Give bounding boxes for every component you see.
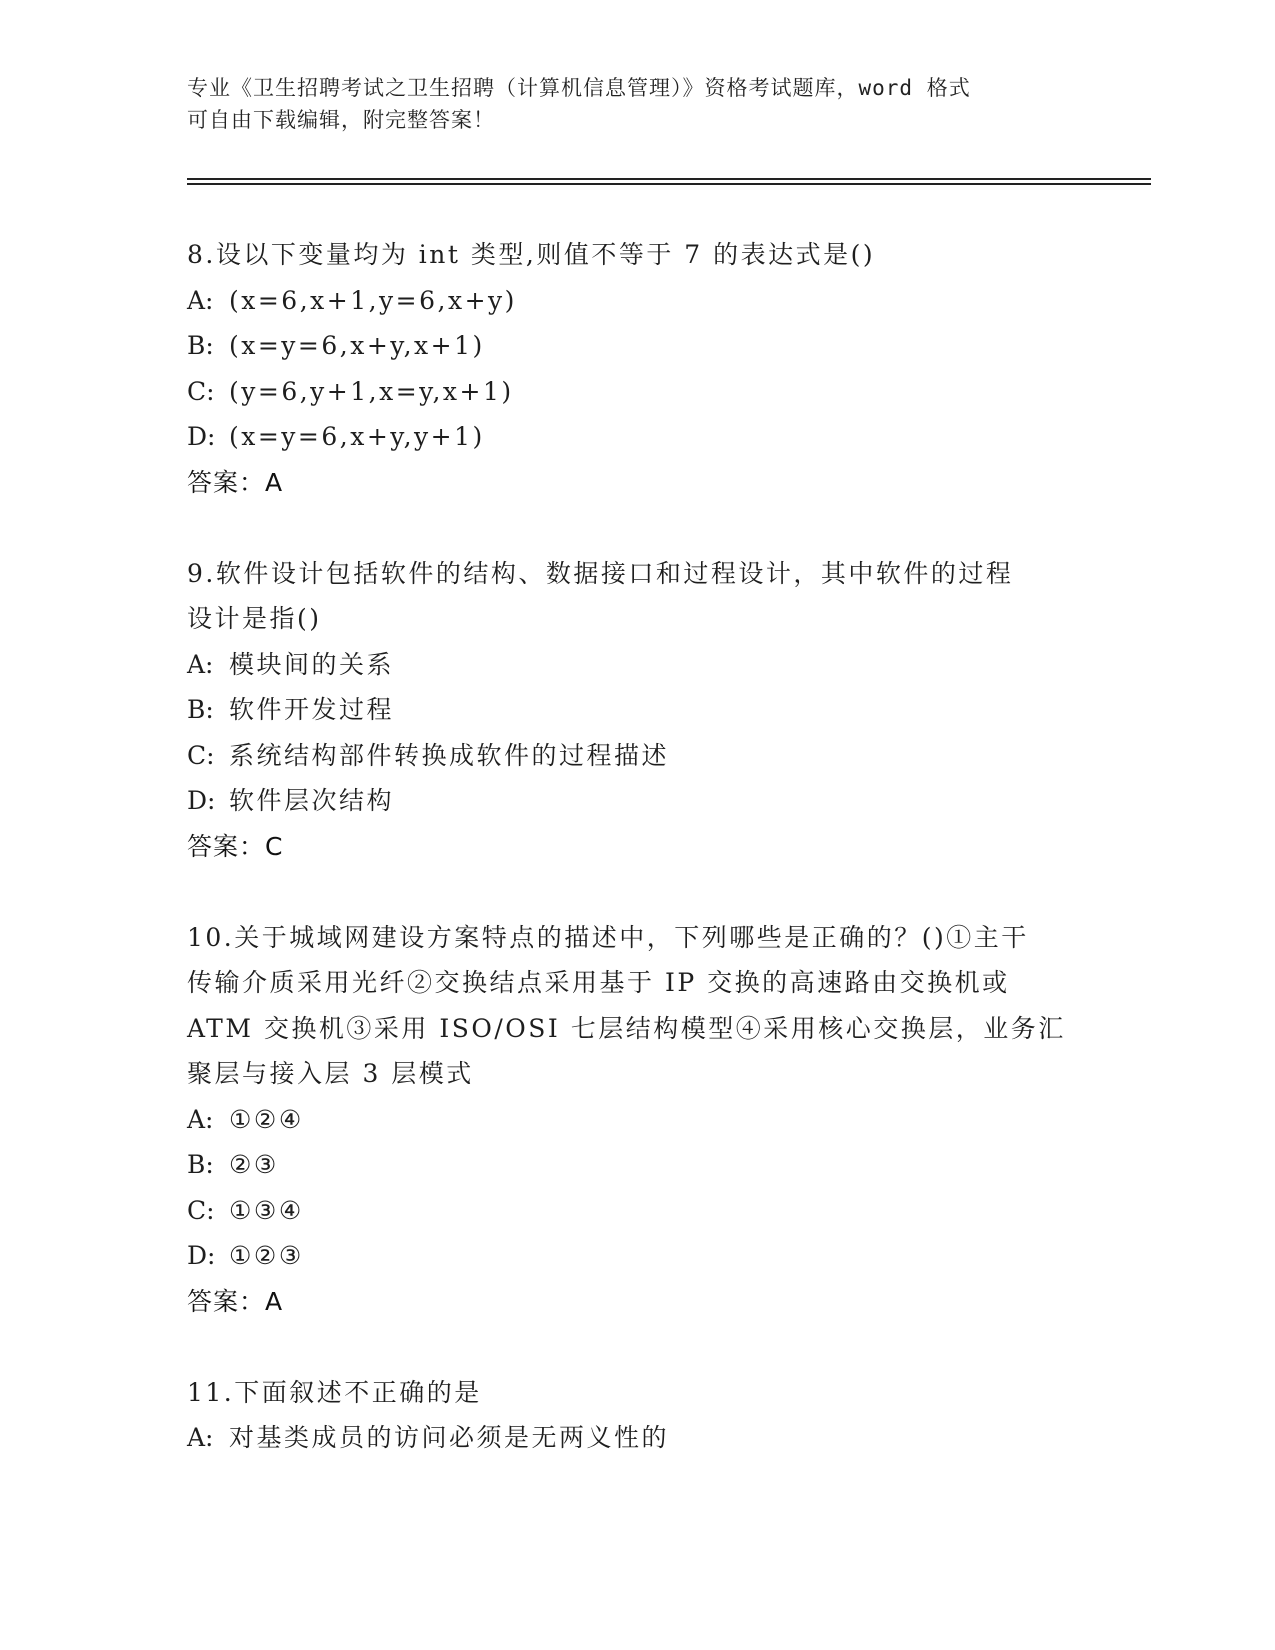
option-key: A: (187, 1423, 214, 1452)
option-key: A: (187, 285, 214, 315)
question-stem-continued: ATM 交换机③采用 ISO/OSI 七层结构模型④采用核心交换层，业务汇 (187, 1013, 1066, 1043)
option-text: 软件开发过程 (229, 695, 395, 724)
option-a (187, 1097, 1087, 1143)
option-text: (y=6,y+1,x=y,x+1) (229, 376, 514, 406)
option-d (187, 778, 1087, 824)
option-key: D: (187, 786, 216, 815)
question-stem: 8.设以下变量均为 int 类型,则值不等于 7 的表达式是() (187, 240, 876, 269)
option-key: D: (187, 422, 216, 451)
option-a (187, 642, 1087, 688)
option-d (187, 1233, 1087, 1279)
question-stem: 10.关于城域网建设方案特点的描述中，下列哪些是正确的？()①主干 (187, 922, 1029, 952)
option-a (187, 278, 1087, 324)
option-text: (x=y=6,x+y,y+1) (229, 422, 485, 451)
option-text: ②③ (229, 1150, 279, 1179)
answer-line: 答案：C (187, 831, 284, 861)
option-text: 对基类成员的访问必须是无两义性的 (229, 1423, 670, 1452)
option-c (187, 733, 1087, 779)
question-9 (187, 551, 1087, 869)
question-stem-continued: 聚层与接入层 3 层模式 (187, 1059, 474, 1088)
question-stem: 11.下面叙述不正确的是 (187, 1377, 482, 1407)
option-text: 软件层次结构 (229, 786, 395, 815)
question-10 (187, 915, 1087, 1324)
option-key: B: (187, 331, 214, 360)
option-text: 模块间的关系 (229, 649, 395, 679)
option-text: (x=y=6,x+y,x+1) (229, 331, 485, 360)
option-key: A: (187, 649, 214, 679)
option-key: C: (187, 376, 215, 406)
question-list (187, 232, 1087, 1507)
answer-line: 答案：A (187, 1286, 284, 1316)
question-8 (187, 232, 1087, 505)
option-key: C: (187, 1195, 215, 1225)
answer-line: 答案：A (187, 467, 284, 497)
option-key: A: (187, 1104, 214, 1134)
header-divider-bottom (187, 183, 1151, 185)
header-line-2: 可自由下载编辑，附完整答案！ (187, 108, 495, 132)
option-b (187, 1142, 1087, 1188)
question-11 (187, 1370, 1087, 1461)
option-text: ①③④ (229, 1195, 304, 1225)
option-text: (x=6,x+1,y=6,x+y) (229, 285, 517, 315)
option-key: B: (187, 1150, 214, 1179)
header-line-1: 专业《卫生招聘考试之卫生招聘（计算机信息管理）》资格考试题库，word 格式 (187, 76, 971, 100)
option-c (187, 1188, 1087, 1234)
option-c (187, 369, 1087, 415)
document-header (187, 72, 1087, 136)
option-text: 系统结构部件转换成软件的过程描述 (229, 740, 670, 770)
option-text: ①②③ (229, 1241, 304, 1270)
question-stem-continued: 传输介质采用光纤②交换结点采用基于 IP 交换的高速路由交换机或 (187, 968, 1010, 997)
option-a (187, 1415, 1087, 1461)
option-key: B: (187, 695, 214, 724)
option-key: D: (187, 1241, 216, 1270)
option-b (187, 323, 1087, 369)
option-text: ①②④ (229, 1104, 304, 1134)
header-divider-top (187, 178, 1151, 180)
question-stem-continued: 设计是指() (187, 604, 322, 633)
option-b (187, 687, 1087, 733)
option-key: C: (187, 740, 215, 770)
option-d (187, 414, 1087, 460)
question-stem: 9.软件设计包括软件的结构、数据接口和过程设计，其中软件的过程 (187, 558, 1014, 588)
